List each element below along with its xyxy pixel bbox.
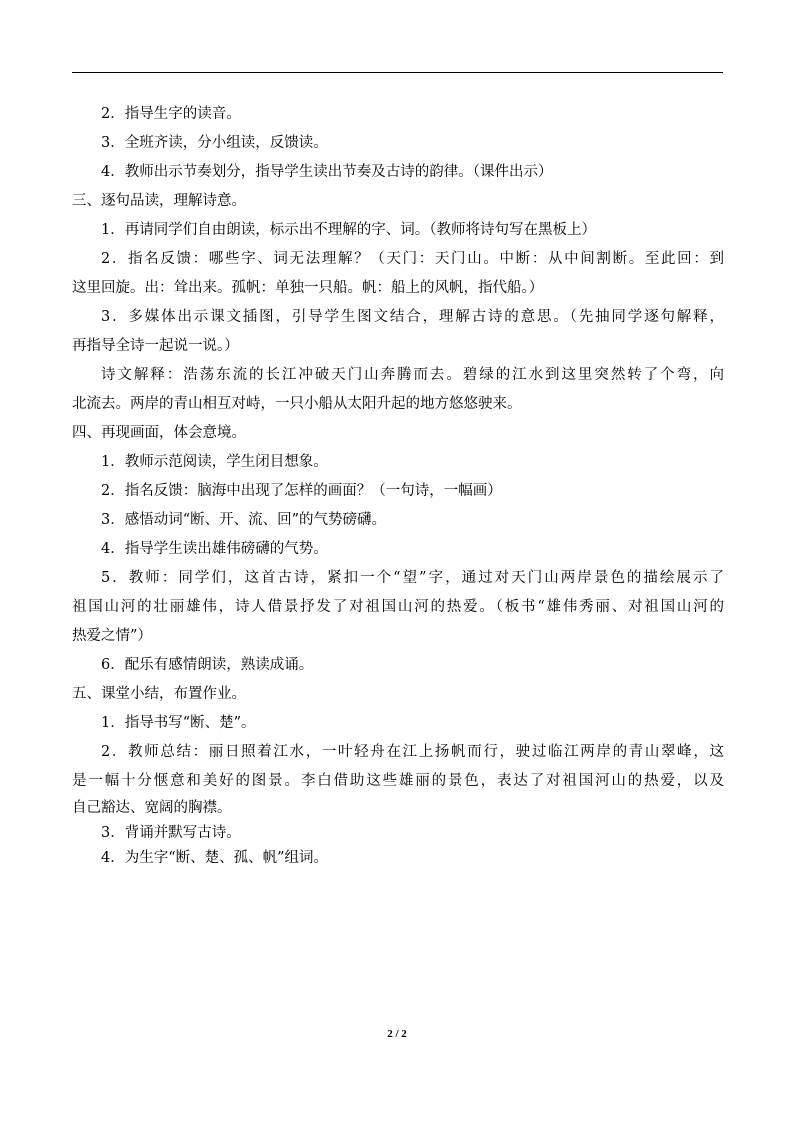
section-heading: 五、课堂小结，布置作业。 bbox=[72, 686, 246, 702]
section-heading: 四、再现画面，体会意境。 bbox=[72, 425, 246, 441]
step-line-continuation: 再指导全诗一起说一说。） bbox=[72, 338, 239, 354]
step-line: 6．配乐有感情朗读，熟读成诵。 bbox=[101, 657, 314, 673]
poem-explanation: 诗文解释：浩荡东流的长江冲破天门山奔腾而去。碧绿的江水到这里突然转了个弯，向 bbox=[101, 367, 724, 383]
step-line-continuation: 热爱之情”） bbox=[72, 628, 152, 644]
poem-explanation-continuation: 北流去。两岸的青山相互对峙，一只小船从太阳升起的地方悠悠驶来。 bbox=[72, 396, 522, 412]
step-line: 1．教师示范阅读，学生闭目想象。 bbox=[101, 454, 328, 470]
document-body bbox=[72, 100, 724, 871]
step-line: 4．指导学生读出雄伟磅礴的气势。 bbox=[101, 541, 328, 557]
step-line: 2．教师总结：丽日照着江水，一叶轻舟在江上扬帆而行，驶过临江两岸的青山翠峰，这 bbox=[101, 744, 724, 760]
step-line: 4．教师出示节奏划分，指导学生读出节奏及古诗的韵律。（课件出示） bbox=[101, 164, 553, 180]
step-line: 2．指名反馈：脑海中出现了怎样的画面？（一句诗，一幅画） bbox=[101, 483, 502, 499]
step-line: 3．多媒体出示课文插图，引导学生图文结合，理解古诗的意思。（先抽同学逐句解释， bbox=[101, 309, 724, 325]
section-heading: 三、逐句品读，理解诗意。 bbox=[72, 193, 246, 209]
step-line-continuation: 是一幅十分惬意和美好的图景。李白借助这些雄丽的景色，表达了对祖国河山的热爱，以及 bbox=[72, 773, 724, 789]
step-line: 2．指导生字的读音。 bbox=[101, 106, 241, 122]
step-line: 1．指导书写“断、楚”。 bbox=[101, 715, 256, 731]
step-line: 3．感悟动词“断、开、流、回”的气势磅礴。 bbox=[101, 512, 387, 528]
header-rule bbox=[72, 72, 723, 73]
step-line-continuation: 这里回旋。出：耸出来。孤帆：单独一只船。帆：船上的风帆，指代船。） bbox=[72, 280, 544, 296]
step-line: 4．为生字“断、楚、孤、帆”组词。 bbox=[101, 850, 329, 866]
step-line: 3．背诵并默写古诗。 bbox=[101, 825, 241, 841]
step-line: 3．全班齐读，分小组读，反馈读。 bbox=[101, 135, 328, 151]
page-number: 2 / 2 bbox=[387, 1028, 407, 1040]
step-line: 5．教师：同学们，这首古诗，紧扣一个“望”字，通过对天门山两岸景色的描绘展示了 bbox=[101, 570, 724, 586]
step-line: 1．再请同学们自由朗读，标示出不理解的字、词。（教师将诗句写在黑板上） bbox=[101, 222, 596, 238]
step-line-continuation: 祖国山河的壮丽雄伟，诗人借景抒发了对祖国山河的热爱。（板书“雄伟秀丽、对祖国山河的 bbox=[72, 599, 724, 615]
step-line-continuation: 自己豁达、宽阔的胸襟。 bbox=[72, 800, 232, 816]
step-line: 2．指名反馈：哪些字、词无法理解？（天门：天门山。中断：从中间割断。至此回：到 bbox=[101, 251, 724, 267]
